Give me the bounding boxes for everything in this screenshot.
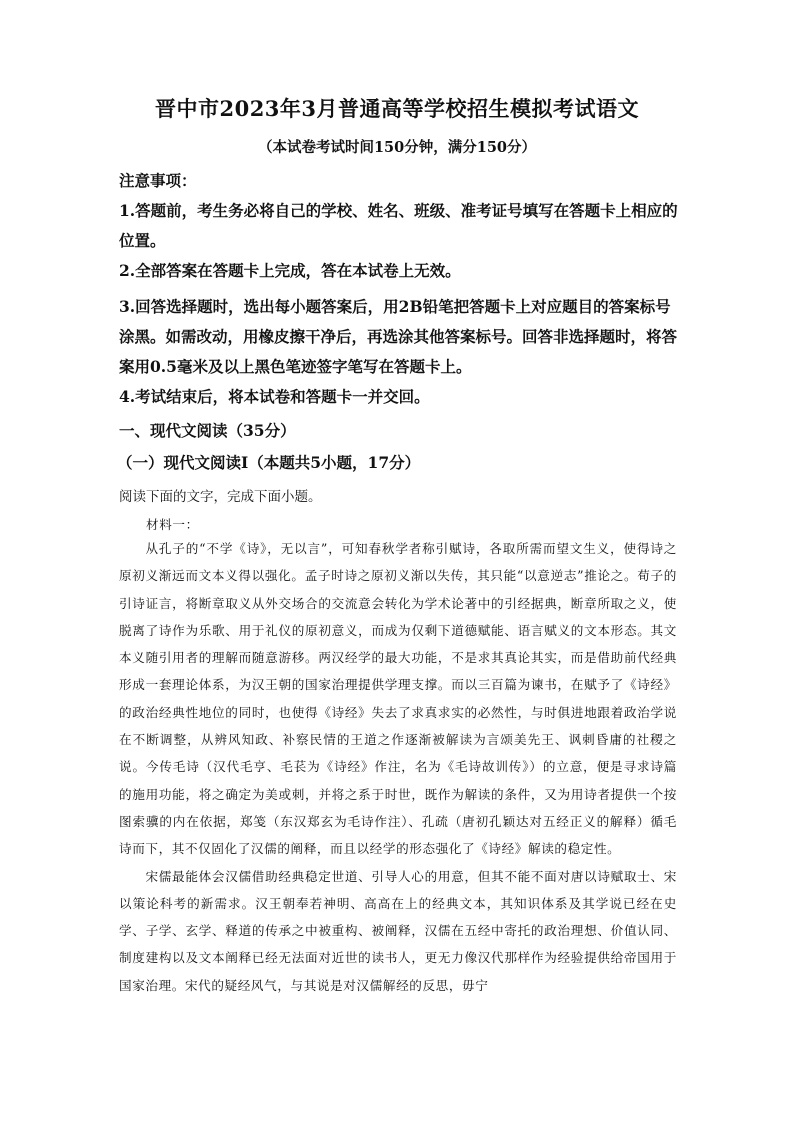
- notes-item-2: 2.全部答案在答题卡上完成，答在本试卷上无效。: [119, 261, 461, 280]
- material-label: 材料一：: [146, 517, 199, 532]
- sub-section-title: （一）现代文阅读Ⅰ（本题共5小题，17分）: [117, 453, 421, 472]
- part-title: 一、现代文阅读（35分）: [119, 421, 296, 440]
- reading-instruction: 阅读下面的文字，完成下面小题。: [119, 489, 322, 505]
- exam-title: 晋中市2023年3月普通高等学校招生模拟考试语文: [154, 96, 640, 121]
- notes-item-1: 1.答题前，考生务必将自己的学校、姓名、班级、准考证号填写在答题卡上相应的位置。: [119, 201, 678, 250]
- notes-item-3: 3.回答选择题时，选出每小题答案后，用2B铅笔把答题卡上对应题目的答案标号涂黑。如需改动，用橡皮擦干净后，再选涂其他答案标号。回答非选择题时，将答案用0.5毫米及以上黑色笔迹签字笔写在答题卡上。: [119, 297, 678, 376]
- notes-item-4: 4.考试结束后，将本试卷和答题卡一并交回。: [119, 387, 430, 406]
- material-paragraph: 宋儒最能体会汉儒借助经典稳定世道、引导人心的用意，但其不能不面对唐以诗赋取士、宋以策论科考的新需求。汉王朝奉若神明、高高在上的经典文本，其知识体系及其学说已经在史学、子学、玄学、释道的传承之中被重构、被阐释，汉儒在五经中寄托的政治理想、价值认同、制度建构以及文本阐释已经无法面对近世的读书人，更无力像汉代那样作为经验提供给帝国用于国家治理。宋代的疑经风气，与其说是对汉儒解经的反思，毋宁: [119, 868, 677, 993]
- material-body: [119, 535, 677, 999]
- exam-subtitle: （本试卷考试时间150分钟，满分150分）: [257, 139, 537, 156]
- notes-heading: 注意事项：: [119, 171, 197, 190]
- material-paragraph: 从孔子的“不学《诗》，无以言”，可知春秋学者称引赋诗，各取所需而望文生义，使得诗之原初义渐远而文本义得以强化。孟子时诗之原初义渐以失传，其只能“以意逆志”推论之。荀子的引诗证言，将断章取义从外交场合的交流意会转化为学术论著中的引经据典，断章所取之义，使脱离了诗作为乐歌、用于礼仪的原初意义，而成为仅剩下道德赋能、语言赋义的文本形态。其文本义随引用者的理解而随意游移。两汉经学的最大功能，不是求其真论其实，而是借助前代经典形成一套理论体系，为汉王朝的国家治理提供学理支撑。而以三百篇为谏书，在赋予了《诗经》的政治经典性地位的同时，也使得《诗经》失去了求真求实的必然性，与时俱进地跟着政治学说在不断调整，从辨风知政、补察民情的王道之作逐渐被解读为言颂美先王、讽刺昏庸的社稷之说。今传毛诗（汉代毛亨、毛苌为《诗经》作注，名为《毛诗故训传》）的立意，便是寻求诗篇的施用功能，将之确定为美或刺，并将之系于时世，既作为解读的条件，又为用诗者提供一个按图索骥的内在依据，郑笺（东汉郑玄为毛诗作注）、孔疏（唐初孔颖达对五经正义的解释）循毛诗而下，其不仅固化了汉儒的阐释，而且以经学的形态强化了《诗经》解读的稳定性。: [119, 541, 677, 857]
